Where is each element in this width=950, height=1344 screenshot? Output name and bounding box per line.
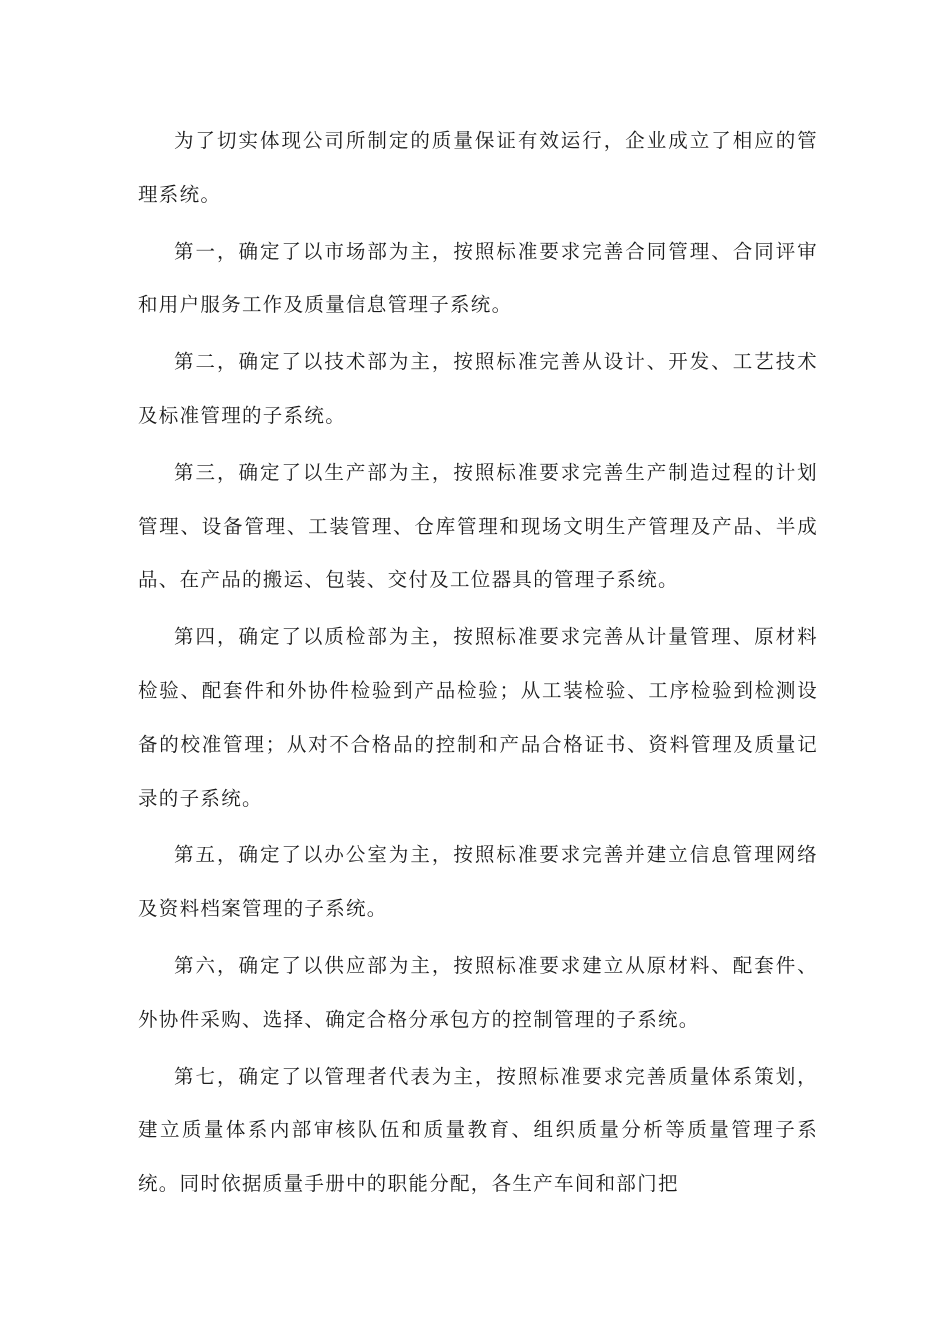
- paragraph-fourth: 第四，确定了以质检部为主，按照标准要求完善从计量管理、原材料检验、配套件和外协件检验到产品检验；从工装检验、工序检验到检测设备的校准管理；从对不合格品的控制和产品合格证书、资料管理及质量记录的子系统。: [138, 625, 818, 810]
- paragraph-third: 第三，确定了以生产部为主，按照标准要求完善生产制造过程的计划管理、设备管理、工装管理、仓库管理和现场文明生产管理及产品、半成品、在产品的搬运、包装、交付及工位器具的管理子系统。: [138, 460, 818, 592]
- paragraph-sixth: 第六，确定了以供应部为主，按照标准要求建立从原材料、配套件、外协件采购、选择、确定合格分承包方的控制管理的子系统。: [138, 953, 818, 1031]
- paragraph-intro: 为了切实体现公司所制定的质量保证有效运行，企业成立了相应的管理系统。: [138, 129, 818, 206]
- paragraph-second: 第二，确定了以技术部为主，按照标准完善从设计、开发、工艺技术及标准管理的子系统。: [138, 350, 818, 427]
- paragraph-seventh: 第七，确定了以管理者代表为主，按照标准要求完善质量体系策划，建立质量体系内部审核队伍和质量教育、组织质量分析等质量管理子系统。同时依据质量手册中的职能分配，各生产车间和部门把: [138, 1064, 818, 1196]
- paragraph-first: 第一，确定了以市场部为主，按照标准要求完善合同管理、合同评审和用户服务工作及质量信息管理子系统。: [138, 239, 818, 317]
- paragraph-fifth: 第五，确定了以办公室为主，按照标准要求完善并建立信息管理网络及资料档案管理的子系统。: [138, 843, 818, 921]
- document-body: [138, 114, 818, 1211]
